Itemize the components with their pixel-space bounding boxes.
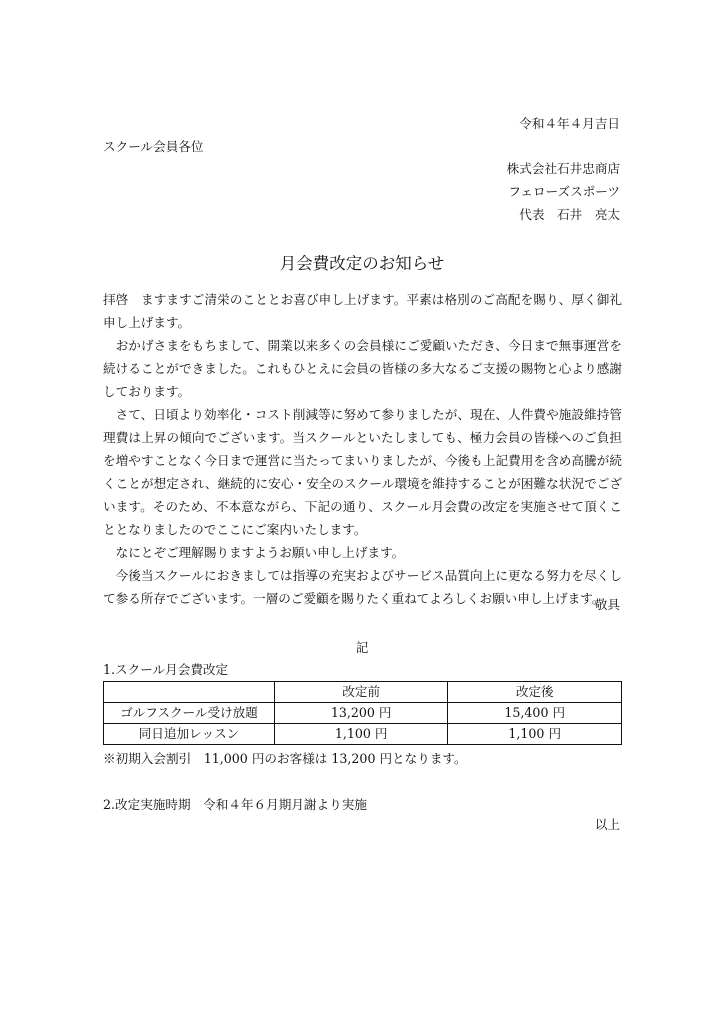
table-cell-item: 同日追加レッスン — [104, 724, 275, 745]
table-cell-item: ゴルフスクール受け放題 — [104, 703, 275, 724]
section2-heading: 2.改定実施時期 令和４年６月期月謝より実施 — [103, 797, 367, 812]
notation-ki: 記 — [355, 640, 369, 655]
table-cell-after: 15,400 円 — [448, 703, 622, 724]
document-date: 令和４年４月吉日 — [519, 116, 620, 131]
table-header-after: 改定後 — [448, 682, 622, 703]
document-title: 月会費改定のお知らせ — [279, 254, 445, 273]
sender-block — [507, 157, 620, 226]
end-mark-ijo: 以上 — [594, 817, 620, 832]
sender-brand: フェローズスポーツ — [508, 184, 620, 199]
discount-note: ※初期入会割引 11,000 円のお客様は 13,200 円となります。 — [103, 751, 467, 766]
closing-keigu: 敬具 — [594, 597, 620, 612]
letter-body — [103, 288, 622, 610]
paragraph-commitment: 今後当スクールにおきましては指導の充実およびサービス品質向上に更なる努力を尽くして参る所存でございます。一層のご愛顧を賜りたく重ねてよろしくお願い申し上げます。 — [103, 568, 622, 606]
addressee: スクール会員各位 — [103, 139, 204, 154]
table-row — [104, 703, 622, 724]
table-header-before: 改定前 — [274, 682, 448, 703]
paragraph-greeting: 拝啓 ますますご清栄のこととお喜び申し上げます。平素は格別のご高配を賜り、厚く御礼申し上げます。 — [103, 292, 622, 330]
table-cell-before: 13,200 円 — [274, 703, 448, 724]
sender-company: 株式会社石井忠商店 — [506, 161, 620, 176]
table-header-blank — [104, 682, 275, 703]
fee-table — [103, 681, 622, 745]
table-header-row — [104, 682, 622, 703]
table-cell-after: 1,100 円 — [448, 724, 622, 745]
paragraph-reason: さて、日頃より効率化・コスト削減等に努めて参りましたが、現在、人件費や施設維持管理費は上昇の傾向でございます。当スクールといたしましても、極力会員の皆様へのご負担を増やすことなく今日まで運営に当たってまいりましたが、今後も上記費用を含め高騰が続くことが想定され、継続的に安心・安全のスクール環境を維持することが困難な状況でございます。そのため、不本意ながら、下記の通り、スクール月会費の改定を実施させて頂くこととなりましたのでここにご案内いたします。 — [103, 407, 622, 537]
paragraph-request: なにとぞご理解賜りますようお願い申し上げます。 — [115, 545, 405, 560]
sender-representative: 代表 石井 亮太 — [519, 207, 620, 222]
section1-heading: 1.スクール月会費改定 — [103, 662, 229, 677]
table-cell-before: 1,100 円 — [274, 724, 448, 745]
table-row — [104, 724, 622, 745]
paragraph-gratitude: おかげさまをもちまして、開業以来多くの会員様にご愛顧いただき、今日まで無事運営を続けることができました。これもひとえに会員の皆様の多大なるご支援の賜物と心より感謝しております。 — [103, 338, 622, 399]
